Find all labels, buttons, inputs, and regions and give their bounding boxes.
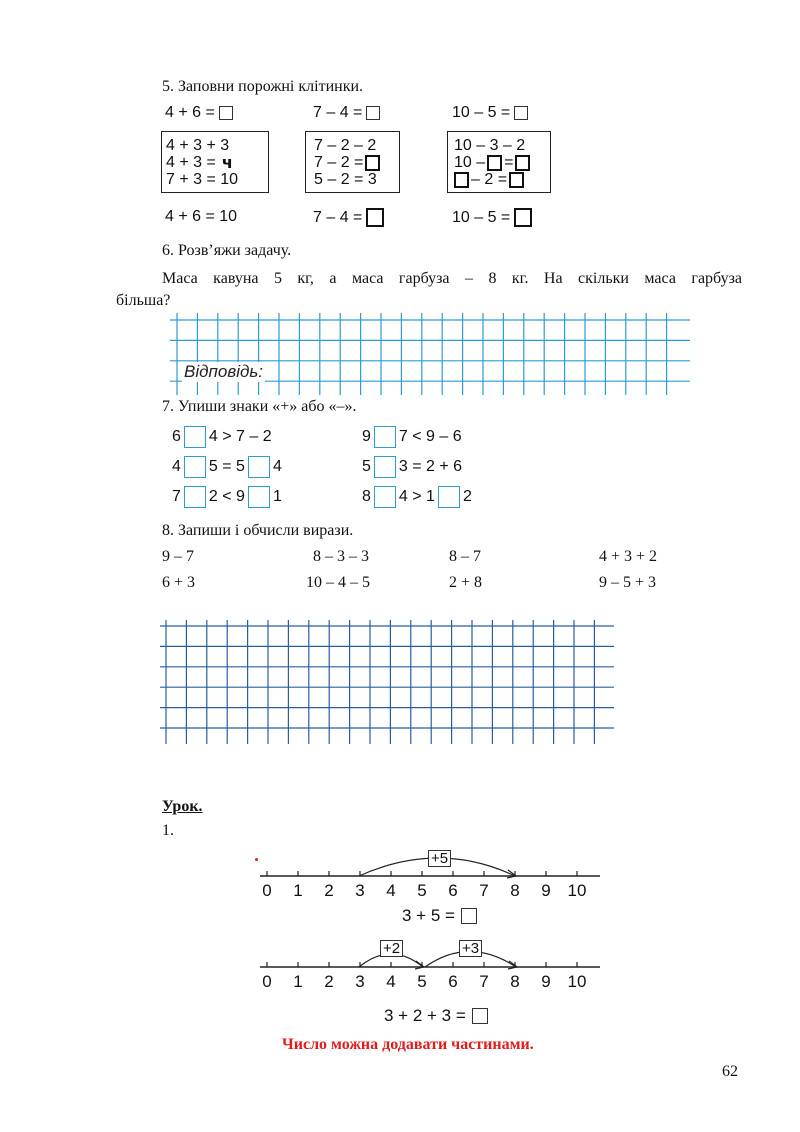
lesson-equation-1: 3 + 5 = (402, 906, 477, 926)
task8-expr: 2 + 8 (449, 574, 483, 591)
empty-cell[interactable] (472, 1008, 488, 1024)
empty-cell[interactable] (365, 155, 380, 171)
task5-top-eq-2: 7 – 4 = (313, 104, 380, 122)
task8-expr: 8 – 7 (449, 548, 481, 565)
tick-label: 8 (510, 881, 520, 900)
tick-label: 1 (293, 881, 303, 900)
task5-bottom-eq-1: 4 + 6 = 10 (165, 208, 238, 225)
lesson-item-number: 1. (162, 822, 174, 839)
tick-label: 9 (541, 881, 551, 900)
frame2-line-3: 5 – 2 = 3 (314, 171, 377, 188)
task8-expr: 9 – 5 + 3 (599, 574, 657, 591)
lesson-equation-2: 3 + 2 + 3 = (384, 1006, 488, 1026)
task8-expr: 10 – 4 – 5 (306, 574, 370, 591)
task7-right-row-3: 8 4 > 1 2 (362, 486, 472, 508)
frame1-line-3: 7 + 3 = 10 (166, 171, 239, 188)
task7-left-row-2: 4 5 = 5 4 (172, 456, 282, 478)
tick-label: 0 (262, 972, 272, 991)
frame2-line-1: 7 – 2 – 2 (314, 137, 377, 154)
tick-label: 4 (386, 881, 396, 900)
task7-right-row-2: 5 3 = 2 + 6 (362, 456, 462, 478)
jump-label: +5 (428, 850, 451, 867)
empty-cell[interactable] (366, 208, 384, 227)
tick-label: 10 (567, 881, 587, 900)
answer-grid[interactable] (170, 313, 690, 395)
tick-label: 7 (479, 881, 489, 900)
task8-expr: 8 – 3 – 3 (313, 548, 369, 565)
empty-cell[interactable] (487, 155, 502, 171)
task5-frame-1 (161, 131, 269, 193)
task8-heading: 8. Запиши і обчисли вирази. (162, 522, 354, 539)
empty-cell[interactable] (219, 106, 233, 120)
task5-bottom-eq-3: 10 – 5 = (452, 208, 532, 227)
empty-cell[interactable] (515, 155, 530, 171)
empty-cell[interactable] (509, 172, 524, 188)
frame3-line-3: – 2 = (454, 171, 550, 188)
handwritten-answer: ч (221, 153, 233, 172)
tick-label: 3 (355, 972, 365, 991)
task7-left-row-1: 6 4 > 7 – 2 (172, 426, 272, 448)
tick-label: 6 (448, 881, 458, 900)
tick-label: 0 (262, 881, 272, 900)
task5-frame-3 (447, 131, 551, 193)
task6-text-line-2: більша? (116, 292, 171, 309)
tick-label: 10 (567, 972, 587, 991)
task7-right-row-1: 9 7 < 9 – 6 (362, 426, 462, 448)
frame1-line-2: 4 + 3 = ч (166, 153, 233, 172)
tick-label: 9 (541, 972, 551, 991)
sign-box[interactable] (184, 486, 206, 508)
empty-cell[interactable] (454, 172, 469, 188)
lesson-title: Урок. (162, 798, 203, 815)
tick-label: 6 (448, 972, 458, 991)
tick-label: 5 (417, 881, 427, 900)
frame2-line-2: 7 – 2 = (314, 154, 399, 171)
frame3-line-1: 10 – 3 – 2 (454, 137, 526, 154)
tick-label: 1 (293, 972, 303, 991)
number-line-2 (255, 936, 605, 976)
jump-label: +3 (459, 940, 482, 957)
task5-heading: 5. Заповни порожні клітинки. (162, 78, 364, 95)
sign-box[interactable] (374, 426, 396, 448)
rule-text: Число можна додавати частинами. (282, 1036, 534, 1053)
solution-grid[interactable] (160, 620, 614, 744)
empty-cell[interactable] (461, 908, 477, 924)
task8-expr: 6 + 3 (162, 574, 196, 591)
tick-label: 5 (417, 972, 427, 991)
page-number: 62 (722, 1063, 738, 1080)
tick-label: 2 (324, 881, 334, 900)
task5-top-eq-3: 10 – 5 = (452, 104, 528, 122)
empty-cell[interactable] (366, 106, 380, 120)
task7-left-row-3: 7 2 < 9 1 (172, 486, 282, 508)
tick-label: 3 (355, 881, 365, 900)
empty-cell[interactable] (514, 106, 528, 120)
frame3-line-2: 10 – = (454, 154, 550, 171)
task6-text-line-1: Маса кавуна 5 кг, а маса гарбуза – 8 кг. На скільки маса гарбуза (162, 270, 742, 287)
empty-cell[interactable] (514, 208, 532, 227)
tick-label: 2 (324, 972, 334, 991)
task5-bottom-eq-2: 7 – 4 = (313, 208, 384, 227)
sign-box[interactable] (248, 486, 270, 508)
sign-box[interactable] (184, 456, 206, 478)
jump-label: +2 (380, 940, 403, 957)
frame1-line-1: 4 + 3 + 3 (166, 137, 230, 154)
sign-box[interactable] (374, 456, 396, 478)
tick-label: 4 (386, 972, 396, 991)
sign-box[interactable] (374, 486, 396, 508)
tick-label: 7 (479, 972, 489, 991)
sign-box[interactable] (438, 486, 460, 508)
answer-label: Відповідь: (184, 362, 264, 381)
task6-heading: 6. Розв’яжи задачу. (162, 242, 292, 259)
sign-box[interactable] (184, 426, 206, 448)
task8-expr: 4 + 3 + 2 (599, 548, 658, 565)
tick-label: 8 (510, 972, 520, 991)
sign-box[interactable] (248, 456, 270, 478)
task7-heading: 7. Упиши знаки «+» або «–». (162, 398, 357, 415)
task5-top-eq-1: 4 + 6 = (165, 104, 233, 122)
task8-expr: 9 – 7 (162, 548, 194, 565)
task5-frame-2 (305, 131, 400, 193)
